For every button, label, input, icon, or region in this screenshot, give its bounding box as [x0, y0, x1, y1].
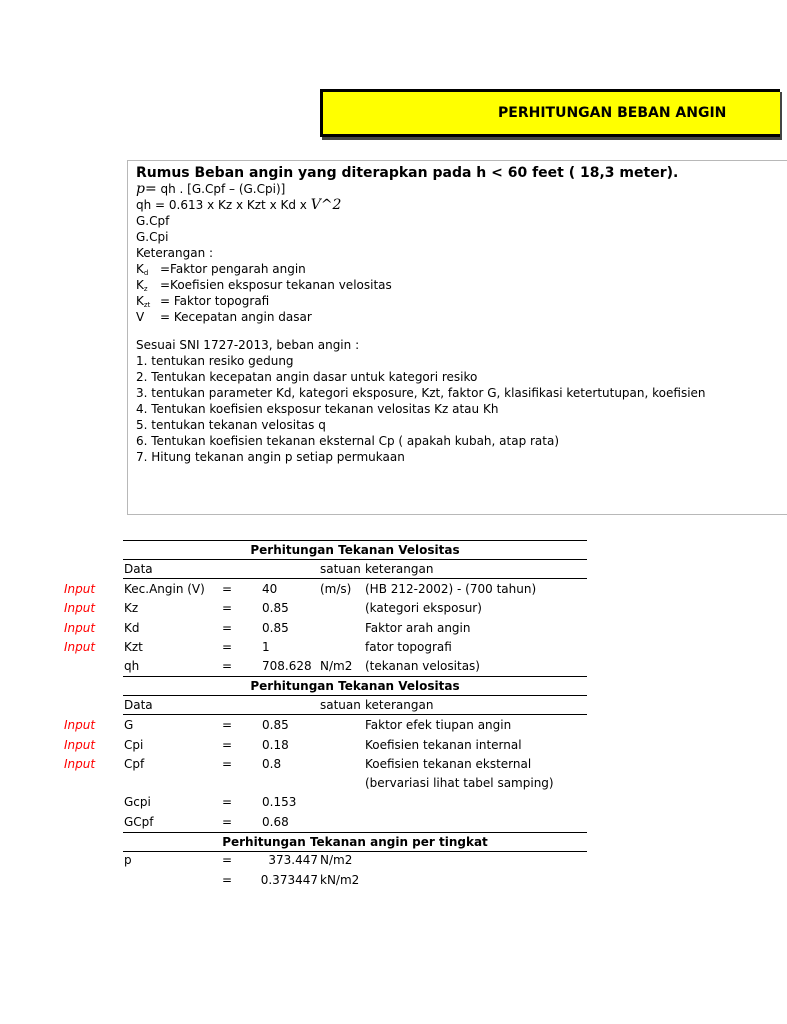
section2-col-satuan: satuan [320, 698, 361, 712]
section2-col-data: Data [124, 698, 153, 712]
section3-top-rule [123, 832, 587, 833]
row-name: Gcpi [124, 795, 151, 809]
section3-title: Perhitungan Tekanan angin per tingkat [222, 835, 488, 849]
row-value: 0.68 [262, 815, 289, 829]
row-eq: = [222, 795, 233, 809]
row-ket: Koefisien tekanan internal [365, 738, 522, 752]
section2-col-keterangan: keterangan [365, 698, 434, 712]
row-unit: (m/s) [320, 582, 352, 596]
row-ket: Faktor arah angin [365, 621, 471, 635]
row-value: 708.628 [262, 659, 312, 673]
row-eq: = [222, 640, 233, 654]
keterangan-label: Keterangan : [136, 246, 214, 260]
row-value[interactable]: 0.85 [262, 621, 289, 635]
row-value: 0.153 [262, 795, 297, 809]
def-v: V [136, 310, 145, 324]
section1-col-data: Data [124, 562, 153, 576]
row-name: GCpf [124, 815, 154, 829]
row-value: 373.447 [268, 853, 318, 867]
row-value: 0.373447 [260, 873, 318, 887]
row-unit: N/m2 [320, 659, 353, 673]
row-name: qh [124, 659, 140, 673]
section2-header-rule [123, 695, 587, 696]
row-eq: = [222, 853, 233, 867]
row-name: Kz [124, 601, 139, 615]
row-value[interactable]: 0.8 [262, 757, 282, 771]
row-value[interactable]: 0.18 [262, 738, 289, 752]
def-kz-desc: =Koefisien eksposur tekanan velositas [160, 278, 392, 292]
row-ket: (kategori eksposur) [365, 601, 482, 615]
gcpi-label: G.Cpi [136, 230, 169, 244]
section1-col-satuan: satuan [320, 562, 361, 576]
row-eq: = [222, 815, 233, 829]
step-6: 6. Tentukan koefisien tekanan eksternal Cp ( apakah kubah, atap rata) [136, 434, 560, 448]
section1-col-keterangan: keterangan [365, 562, 434, 576]
row-value[interactable]: 0.85 [262, 718, 289, 732]
section1-title: Perhitungan Tekanan Velositas [250, 543, 460, 557]
row-eq: = [222, 757, 233, 771]
row-value[interactable]: 1 [262, 640, 270, 654]
def-kzt: $K_{zt}$ [136, 294, 151, 309]
def-kd: $K_d$ [136, 262, 149, 277]
def-kz: $K_z$ [136, 278, 148, 293]
input-tag: Input [64, 582, 96, 596]
formula-p-symbol: p= [136, 181, 157, 197]
gcpf-label: G.Cpf [136, 214, 170, 228]
row-eq: = [222, 718, 233, 732]
input-tag: Input [64, 601, 96, 615]
section1-top-rule [123, 540, 587, 541]
row-eq: = [222, 601, 233, 615]
input-tag: Input [64, 738, 96, 752]
input-tag: Input [64, 757, 96, 771]
row-name: Kec.Angin (V) [124, 582, 205, 596]
section1-header-rule [123, 559, 587, 560]
def-kd-desc: =Faktor pengarah angin [160, 262, 306, 276]
row-unit: N/m2 [320, 853, 353, 867]
row-name: Cpf [124, 757, 145, 771]
input-tag: Input [64, 718, 96, 732]
row-value[interactable]: 40 [262, 582, 278, 596]
section2-top-rule [123, 676, 587, 677]
row-ket: (bervariasi lihat tabel samping) [365, 776, 554, 790]
row-eq: = [222, 873, 233, 887]
section1-rows-rule [123, 578, 587, 579]
row-eq: = [222, 738, 233, 752]
step-4: 4. Tentukan koefisien eksposur tekanan velositas Kz atau Kh [136, 402, 499, 416]
formula-qh [136, 197, 341, 213]
row-value[interactable]: 0.85 [262, 601, 289, 615]
row-ket: (tekanan velositas) [365, 659, 480, 673]
row-name: Kd [124, 621, 140, 635]
step-1: 1. tentukan resiko gedung [136, 354, 294, 368]
formula-qh-text: qh = 0.613 x Kz x Kzt x Kd x [136, 198, 311, 212]
section3-header-rule [123, 851, 587, 852]
step-2: 2. Tentukan kecepatan angin dasar untuk kategori resiko [136, 370, 478, 384]
row-unit: kN/m2 [320, 873, 360, 887]
def-v-desc: = Kecepatan angin dasar [160, 310, 312, 324]
formula-p-text: qh . [G.Cpf – (G.Cpi)] [156, 182, 286, 196]
row-name: Kzt [124, 640, 143, 654]
input-tag: Input [64, 640, 96, 654]
section2-rows-rule [123, 714, 587, 715]
notes-heading: Rumus Beban angin yang diterapkan pada h < 60 feet ( 18,3 meter). [136, 165, 679, 181]
section2-title: Perhitungan Tekanan Velositas [250, 679, 460, 693]
row-ket: fator topografi [365, 640, 452, 654]
step-3: 3. tentukan parameter Kd, kategori eksposure, Kzt, faktor G, klasifikasi ketertutupan, koefisien [136, 386, 706, 400]
step-7: 7. Hitung tekanan angin p setiap permukaan [136, 450, 405, 464]
formula-qh-math: V^2 [310, 197, 342, 213]
row-eq: = [222, 582, 233, 596]
sni-intro: Sesuai SNI 1727-2013, beban angin : [136, 338, 360, 352]
row-name: Cpi [124, 738, 144, 752]
row-name: p [124, 853, 132, 867]
row-eq: = [222, 659, 233, 673]
row-ket: Koefisien tekanan eksternal [365, 757, 532, 771]
formula-p [136, 181, 285, 197]
row-ket: Faktor efek tiupan angin [365, 718, 512, 732]
row-ket: (HB 212-2002) - (700 tahun) [365, 582, 537, 596]
row-name: G [124, 718, 134, 732]
page-title: PERHITUNGAN BEBAN ANGIN [498, 105, 727, 121]
def-kzt-desc: = Faktor topografi [160, 294, 270, 308]
input-tag: Input [64, 621, 96, 635]
row-eq: = [222, 621, 233, 635]
step-5: 5. tentukan tekanan velositas q [136, 418, 326, 432]
